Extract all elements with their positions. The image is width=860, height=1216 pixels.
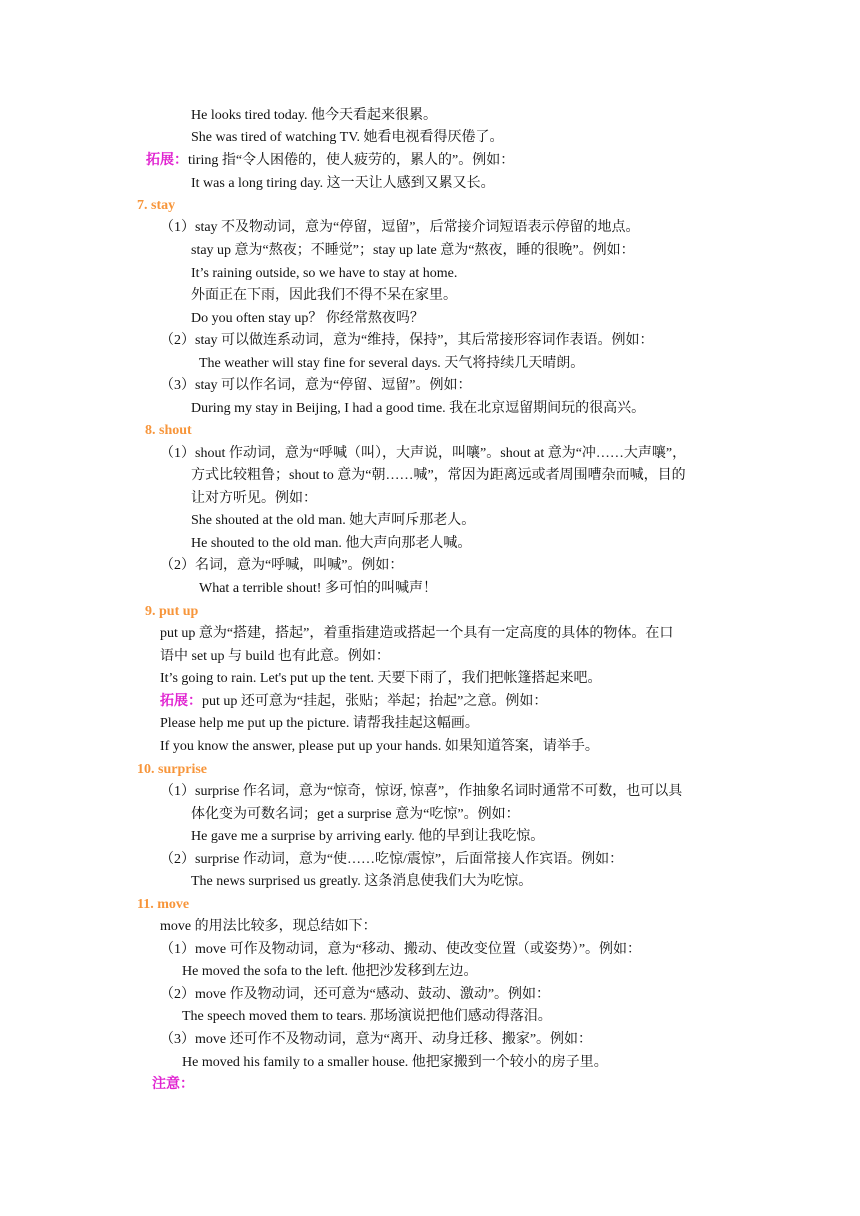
example-line: He gave me a surprise by arriving early. 他的早到让我吃惊。 xyxy=(191,829,545,844)
definition-line: （1）stay 不及物动词，意为“停留，逗留”，后常接介词短语表示停留的地点。 xyxy=(160,220,640,235)
example-line: She shouted at the old man. 她大声呵斥那老人。 xyxy=(191,513,476,528)
definition-line: put up 意为“搭建，搭起”，着重指建造或搭起一个具有一定高度的具体的物体。在口 xyxy=(160,626,674,641)
example-line: Do you often stay up？ 你经常熬夜吗？ xyxy=(191,311,424,326)
definition-line: （1）surprise 作名词，意为“惊奇，惊讶, 惊喜”，作抽象名词时通常不可数，也可以具 xyxy=(160,784,683,799)
definition-line: （2）surprise 作动词，意为“使……吃惊/震惊”，后面常接人作宾语。例如： xyxy=(160,852,624,867)
section-heading-surprise: 10. surprise xyxy=(137,762,207,777)
example-line: It’s going to rain. Let's put up the tent. 天要下雨了，我们把帐篷搭起来吧。 xyxy=(160,671,602,686)
definition-line: stay up 意为“熬夜；不睡觉”；stay up late 意为“熬夜，睡的很晚”。例如： xyxy=(191,243,635,258)
extension-text: put up 还可意为“挂起，张贴；举起；抬起”之意。例如： xyxy=(202,694,548,709)
example-line: Please help me put up the picture. 请帮我挂起这幅画。 xyxy=(160,716,479,731)
section-heading-stay: 7. stay xyxy=(137,198,176,213)
extension-tag: 拓展： xyxy=(160,694,202,709)
example-line: The speech moved them to tears. 那场演说把他们感动得落泪。 xyxy=(182,1009,552,1024)
example-line: If you know the answer, please put up your hands. 如果知道答案，请举手。 xyxy=(160,739,599,754)
example-line: He shouted to the old man. 他大声向那老人喊。 xyxy=(191,536,472,551)
example-line: What a terrible shout! 多可怕的叫喊声！ xyxy=(199,581,437,596)
extension-line xyxy=(146,152,514,170)
definition-line: （1）shout 作动词，意为“呼喊（叫），大声说，叫嚷”。shout at 意为“冲……大声嚷”， xyxy=(160,446,687,461)
definition-line: 语中 set up 与 build 也有此意。例如： xyxy=(160,649,390,664)
example-line: He looks tired today. 他今天看起来很累。 xyxy=(191,108,438,123)
definition-line: （3）move 还可作不及物动词，意为“离开、动身迁移、搬家”。例如： xyxy=(160,1032,593,1047)
example-line: The news surprised us greatly. 这条消息使我们大为吃惊。 xyxy=(191,874,533,889)
translation-line: 外面正在下雨，因此我们不得不呆在家里。 xyxy=(191,288,457,303)
example-line: It’s raining outside, so we have to stay at home. xyxy=(191,266,458,281)
example-line: He moved the sofa to the left. 他把沙发移到左边。 xyxy=(182,964,478,979)
note-tag: 注意： xyxy=(152,1077,194,1092)
definition-line: 方式比较粗鲁；shout to 意为“朝……喊”，常因为距离远或者周围嘈杂而喊，目的 xyxy=(191,468,686,483)
example-line: She was tired of watching TV. 她看电视看得厌倦了。 xyxy=(191,130,504,145)
definition-line: （1）move 可作及物动词，意为“移动、搬动、使改变位置（或姿势）”。例如： xyxy=(160,942,642,957)
extension-tag: 拓展： xyxy=(146,153,188,168)
definition-line: move 的用法比较多，现总结如下： xyxy=(160,919,377,934)
section-heading-move: 11. move xyxy=(137,897,190,912)
example-line: It was a long tiring day. 这一天让人感到又累又长。 xyxy=(191,176,495,191)
example-line: During my stay in Beijing, I had a good time. 我在北京逗留期间玩的很高兴。 xyxy=(191,401,646,416)
example-line: The weather will stay fine for several days. 天气将持续几天晴朗。 xyxy=(199,356,585,371)
definition-line: 体化变为可数名词；get a surprise 意为“吃惊”。例如： xyxy=(191,807,520,822)
definition-line: （2）stay 可以做连系动词，意为“维持，保持”，其后常接形容词作表语。例如： xyxy=(160,333,654,348)
extension-text: tiring 指“令人困倦的，使人疲劳的，累人的”。例如： xyxy=(188,153,515,168)
definition-line: （2）move 作及物动词，还可意为“感动、鼓动、激动”。例如： xyxy=(160,987,551,1002)
definition-line: （3）stay 可以作名词，意为“停留、逗留”。例如： xyxy=(160,378,472,393)
section-heading-put-up: 9. put up xyxy=(145,604,199,619)
definition-line: 让对方听见。例如： xyxy=(191,491,317,506)
section-heading-shout: 8. shout xyxy=(145,423,192,438)
definition-line: （2）名词，意为“呼喊，叫喊”。例如： xyxy=(160,558,404,573)
example-line: He moved his family to a smaller house. 他把家搬到一个较小的房子里。 xyxy=(182,1055,608,1070)
extension-line xyxy=(160,693,547,711)
